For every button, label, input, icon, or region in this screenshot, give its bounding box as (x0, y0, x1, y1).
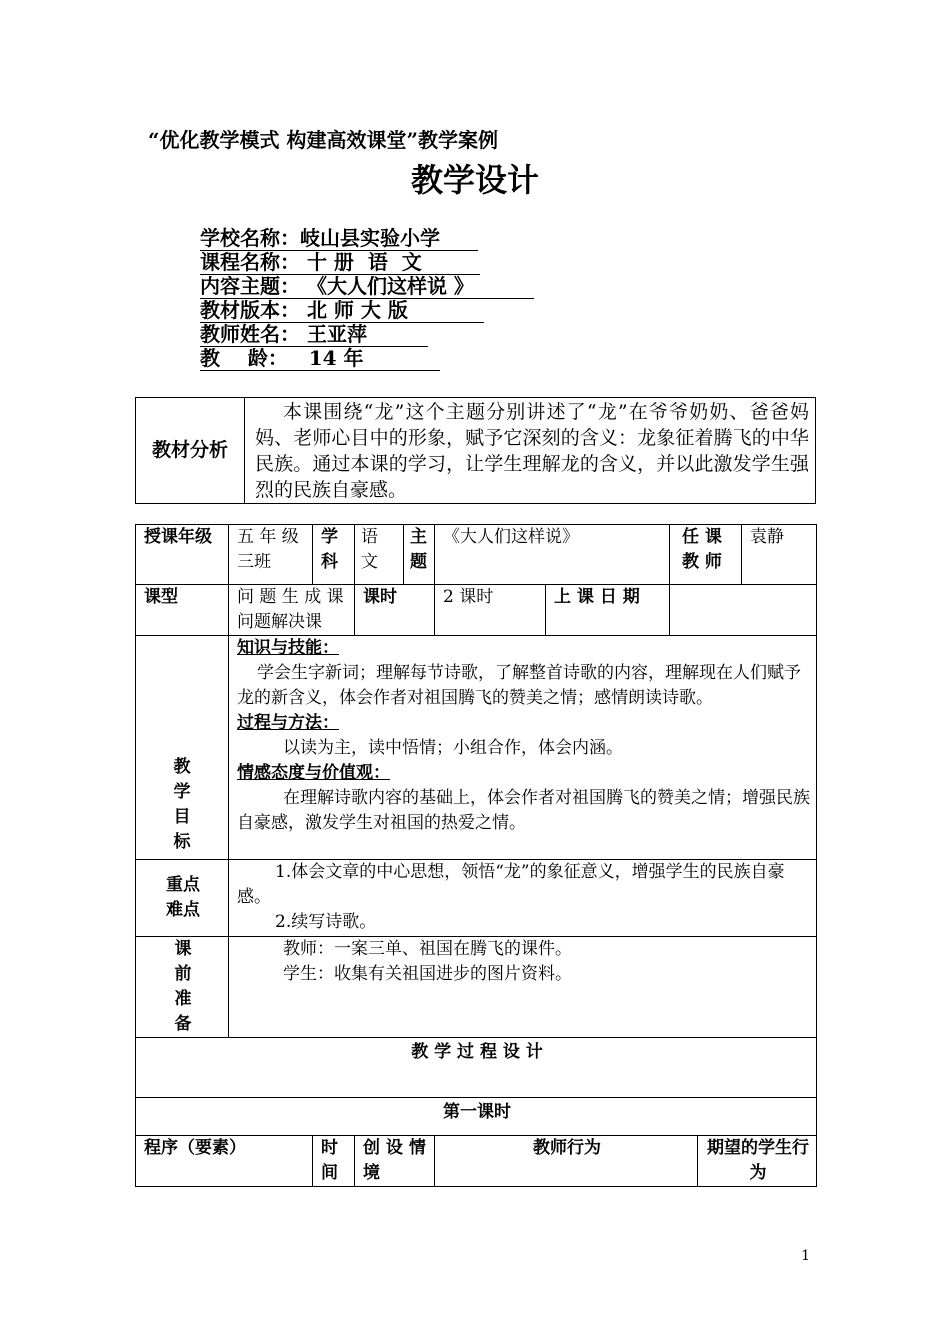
goals-cell (229, 636, 817, 860)
keypoints-label: 重点 难点 (166, 875, 200, 920)
topic-value: 《大人们这样说》 (435, 525, 670, 585)
type-value: 问 题 生 成 课 问题解决课 (229, 585, 355, 636)
prep-student: 学生：收集有关祖国进步的图片资料。 (283, 964, 572, 984)
process-text: 以读为主，读中悟情；小组合作，体会内涵。 (283, 738, 623, 758)
prep-label-text: 课 前 准 备 (174, 939, 192, 1034)
col-time: 时 间 (313, 1136, 355, 1187)
info-value: 《大人们这样说 》 (300, 274, 474, 298)
keypoints-item-2: 2.续写诗歌。 (275, 912, 377, 932)
subject-value: 语 文 (355, 525, 404, 585)
page-number: 1 (801, 1248, 810, 1264)
hours-value: 2 课时 (435, 585, 546, 636)
info-value: 十 册 语 文 (300, 250, 422, 274)
info-label: 教 龄： (200, 346, 288, 370)
teacher-value: 袁静 (742, 525, 817, 585)
keypoints-item-1: 1.体会文章的中心思想，领悟“龙”的象征意义，增强学生的民族自豪感。 (237, 862, 785, 907)
analysis-text: 本课围绕“龙”这个主题分别讲述了“龙”在爷爷奶奶、爸爸妈妈、老师心目中的形象，赋予它深刻的含义：龙象征着腾飞的中华民族。通过本课的学习，让学生理解龙的含义，并以此激发学生强烈的民族自豪感。 (255, 401, 809, 501)
prep-label-cell (136, 937, 229, 1038)
info-edition (200, 298, 484, 323)
goals-label: 教 学 目 标 (173, 757, 191, 852)
col-teacher: 教师行为 (435, 1136, 698, 1187)
teacher-label: 任 课 教 师 (670, 525, 742, 585)
process-title: 教 学 过 程 设 计 (136, 1038, 817, 1098)
emotion-text: 在理解诗歌内容的基础上，体会作者对祖国腾飞的赞美之情；增强民族自豪感，激发学生对祖国的热爱之情。 (237, 788, 810, 833)
col-scene: 创 设 情境 (355, 1136, 435, 1187)
keypoints-cell (229, 860, 817, 937)
grade-value: 五 年 级 三班 (229, 525, 313, 585)
info-value: 北 师 大 版 (300, 298, 408, 322)
info-topic (200, 274, 534, 299)
goals-label-cell (136, 636, 229, 860)
knowledge-text: 学会生字新词；理解每节诗歌，了解整首诗歌的内容，理解现在人们赋予龙的新含义，体会作者对祖国腾飞的赞美之情；感情朗读诗歌。 (237, 663, 801, 708)
info-teacher (200, 322, 428, 347)
info-label: 教材版本： (200, 298, 300, 322)
analysis-cell (245, 398, 816, 504)
info-course (200, 250, 480, 275)
keypoints-label-cell (136, 860, 229, 937)
lesson-table (135, 524, 817, 1187)
info-value: 岐山县实验小学 (300, 226, 440, 250)
analysis-label: 教材分析 (136, 398, 245, 504)
info-school (200, 226, 478, 251)
topic-label: 主 题 (404, 525, 435, 585)
document-title: 教学设计 (410, 161, 539, 199)
hours-label: 课时 (355, 585, 435, 636)
prep-cell (229, 937, 817, 1038)
info-label: 课程名称： (200, 250, 300, 274)
info-label: 学校名称： (200, 226, 300, 250)
date-value (670, 585, 817, 636)
info-label: 内容主题： (200, 274, 300, 298)
process-heading: 过程与方法： (237, 713, 339, 733)
info-value: 王亚萍 (300, 322, 367, 346)
info-label: 教师姓名： (200, 322, 300, 346)
emotion-heading: 情感态度与价值观： (237, 763, 390, 783)
col-student: 期望的学生行为 (698, 1136, 817, 1187)
document-subtitle: “优化教学模式 构建高效课堂”教学案例 (148, 128, 498, 152)
knowledge-heading: 知识与技能： (237, 638, 339, 658)
grade-label: 授课年级 (136, 525, 229, 585)
subject-label: 学 科 (313, 525, 355, 585)
first-lesson-heading: 第一课时 (136, 1098, 817, 1136)
info-value: 14 年 (287, 346, 364, 370)
col-step: 程序（要素） (136, 1136, 313, 1187)
info-years (200, 346, 440, 371)
prep-teacher: 教师：一案三单、祖国在腾飞的课件。 (283, 939, 572, 959)
analysis-table (135, 397, 816, 504)
date-label: 上 课 日 期 (546, 585, 670, 636)
type-label: 课型 (136, 585, 229, 636)
